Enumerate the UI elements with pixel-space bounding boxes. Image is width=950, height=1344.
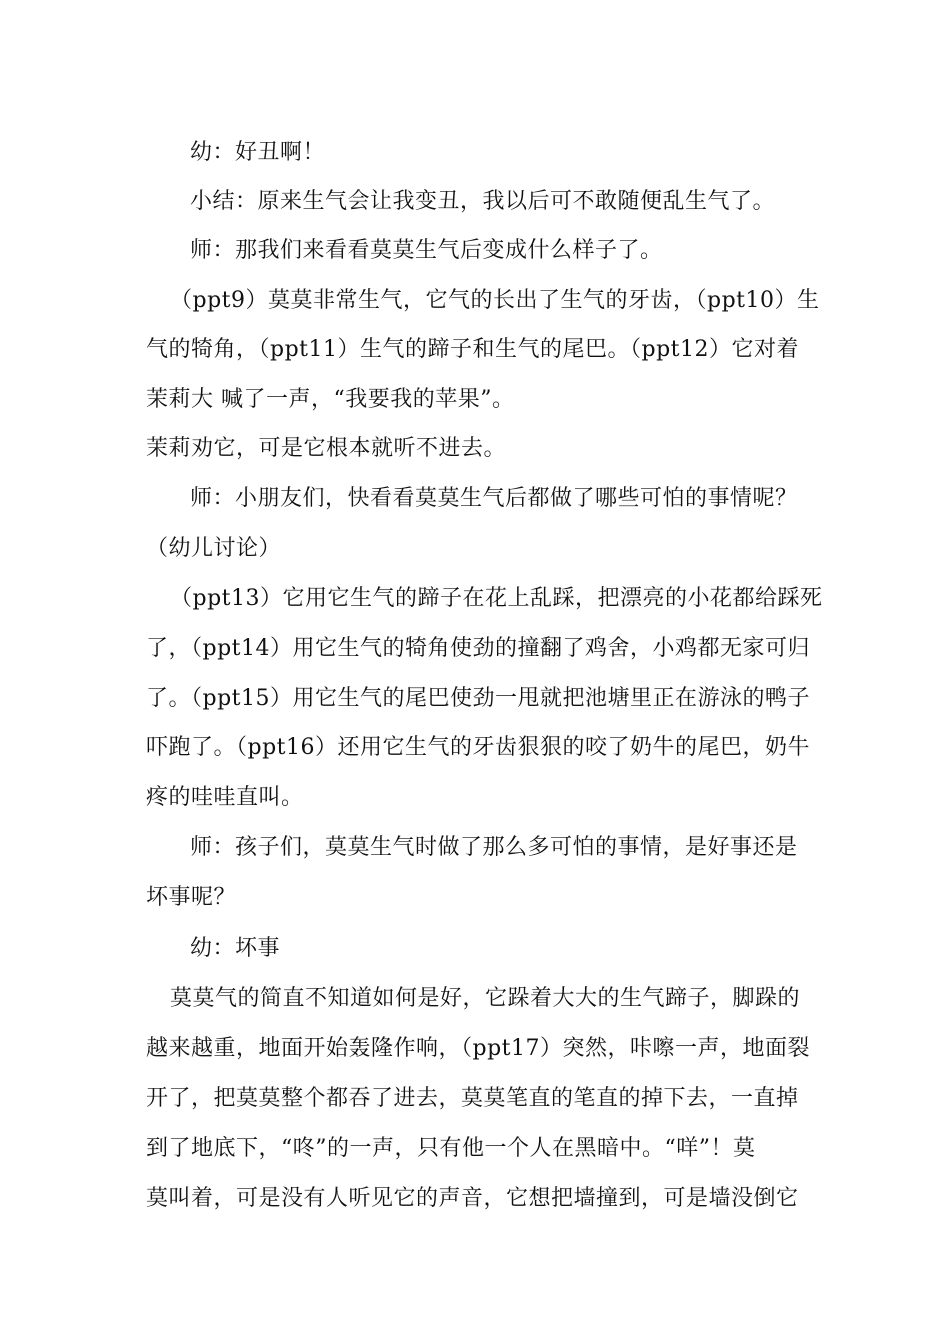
text-line: 到了地底下，“咚”的一声，只有他一个人在黑暗中。“咩”！莫 (146, 1136, 756, 1161)
text-line: 开了，把莫莫整个都吞了进去，莫莫笔直的笔直的掉下去，一直掉 (146, 1086, 799, 1111)
text-line: 小结：原来生气会让我变丑，我以后可不敢随便乱生气了。 (190, 189, 776, 214)
text-line: 了，（ppt14）用它生气的犄角使劲的撞翻了鸡舍，小鸡都无家可归 (146, 636, 811, 661)
text-line: 幼：好丑啊！ (190, 140, 326, 165)
text-line: 师：那我们来看看莫莫生气后变成什么样子了。 (190, 238, 663, 263)
text-line: 坏事呢？ (146, 885, 237, 910)
text-line: 师：小朋友们，快看看莫莫生气后都做了哪些可怕的事情呢？ (190, 486, 798, 511)
text-line: 莫莫气的简直不知道如何是好，它跺着大大的生气蹄子，脚跺的 (170, 986, 801, 1011)
text-line: （幼儿讨论） (146, 536, 282, 561)
text-line: 茉莉劝它，可是它根本就听不进去。 (146, 436, 507, 461)
text-line: （ppt9）莫莫非常生气，它气的长出了生气的牙齿，（ppt10）生 (170, 288, 820, 313)
text-line: （ppt13）它用它生气的蹄子在花上乱踩，把漂亮的小花都给踩死 (170, 586, 823, 611)
text-line: 疼的哇哇直叫。 (146, 785, 304, 810)
text-line: 师：孩子们，莫莫生气时做了那么多可怕的事情，是好事还是 (190, 835, 798, 860)
text-line: 气的犄角，（ppt11）生气的蹄子和生气的尾巴。（ppt12）它对着 (146, 337, 800, 362)
text-line: 越来越重，地面开始轰隆作响，（ppt17）突然，咔嚓一声，地面裂 (146, 1036, 811, 1061)
text-line: 莫叫着，可是没有人听见它的声音，它想把墙撞到，可是墙没倒它 (146, 1186, 799, 1211)
text-line: 了。（ppt15）用它生气的尾巴使劲一甩就把池塘里正在游泳的鸭子 (146, 686, 811, 711)
text-line: 幼：坏事 (190, 936, 281, 961)
text-line: 吓跑了。（ppt16）还用它生气的牙齿狠狠的咬了奶牛的尾巴，奶牛 (146, 735, 811, 760)
text-line: 茉莉大 喊了一声，“我要我的苹果”。 (146, 387, 515, 412)
